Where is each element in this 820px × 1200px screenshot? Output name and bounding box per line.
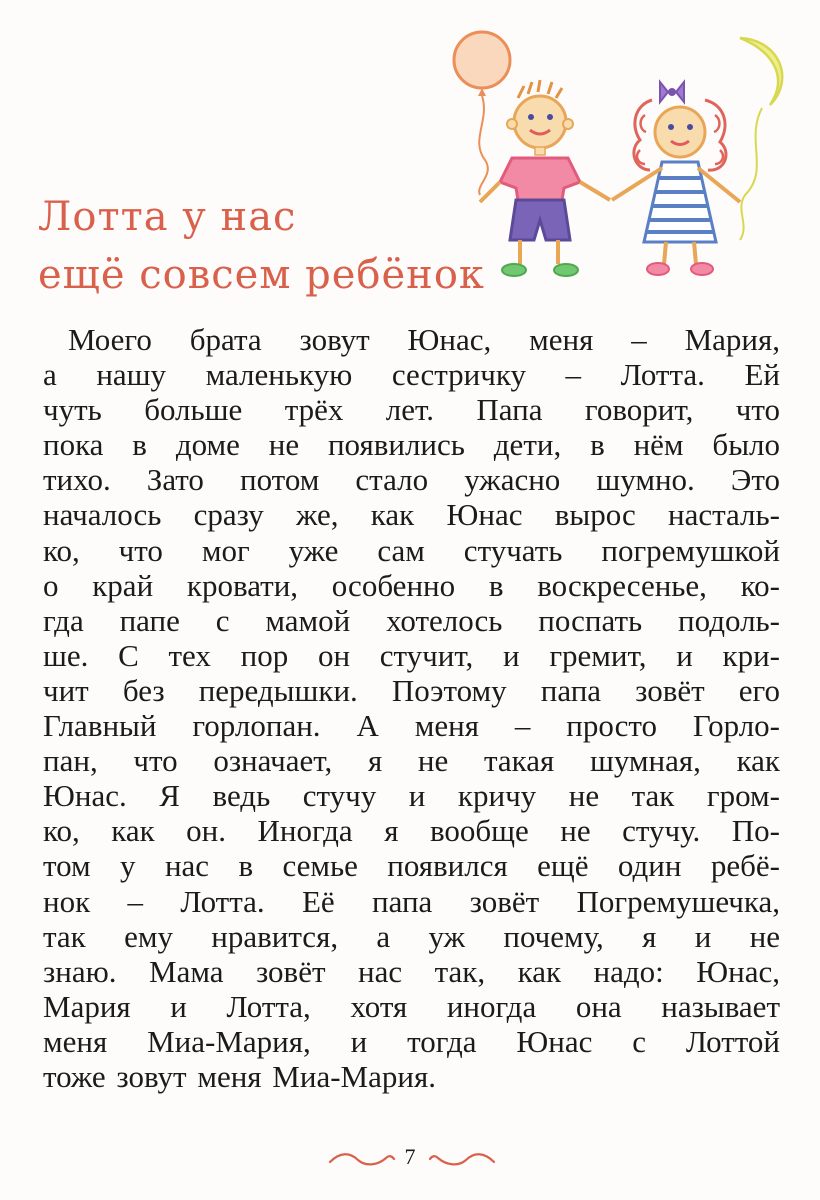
text-line: тоже зовут меня Миа-Мария. xyxy=(43,1058,436,1094)
text-line: ко, что мог уже сам стучать погремушкой xyxy=(43,532,780,568)
text-line: Главный горлопан. А меня – просто Горло- xyxy=(43,708,780,744)
text-line: гда папе с мамой хотелось поспать подоль- xyxy=(43,602,780,638)
balloon-icon xyxy=(454,32,510,195)
body-paragraph xyxy=(43,322,780,1094)
text-line: ше. С тех пор он стучит, и гремит, и кри- xyxy=(43,637,780,673)
flourish-left-icon xyxy=(326,1150,396,1168)
chapter-title-line: Лотта у нас xyxy=(38,194,297,240)
text-line: Юнас. Я ведь стучу и кричу не так гром- xyxy=(43,778,780,814)
text-line: о край кровати, особенно в воскресенье, ко- xyxy=(43,567,780,603)
text-line: чуть больше трёх лет. Папа говорит, что xyxy=(43,392,780,428)
flourish-right-icon xyxy=(428,1150,498,1168)
text-line: чит без передышки. Поэтому папа зовёт его xyxy=(43,672,780,708)
page-number: 7 xyxy=(404,1144,416,1169)
text-line: так ему нравится, а уж почему, я и не xyxy=(43,918,780,954)
chapter-title xyxy=(38,188,485,304)
text-line: меня Миа-Мария, и тогда Юнас с Лоттой xyxy=(43,1023,780,1059)
text-line: пан, что означает, я не такая шумная, как xyxy=(43,743,780,779)
moon-icon xyxy=(740,38,782,240)
boy-icon xyxy=(480,80,610,276)
text-line: началось сразу же, как Юнас вырос насталь- xyxy=(43,497,780,533)
text-line: Мария и Лотта, хотя иногда она называет xyxy=(43,988,780,1024)
text-line: нок – Лотта. Её папа зовёт Погремушечка, xyxy=(43,883,780,919)
text-line: а нашу маленькую сестричку – Лотта. Ей xyxy=(43,357,780,393)
girl-icon xyxy=(612,82,740,275)
text-line: ко, как он. Иногда я вообще не стучу. По- xyxy=(43,813,780,849)
text-line: знаю. Мама зовёт нас так, как надо: Юнас, xyxy=(43,953,780,989)
chapter-title-line: ещё совсем ребёнок xyxy=(38,252,485,298)
text-line: Моего брата зовут Юнас, меня – Мария, xyxy=(68,322,780,357)
text-line: том у нас в семье появился ещё один ребё- xyxy=(43,848,780,884)
page-footer xyxy=(0,1138,820,1178)
text-line: тихо. Зато потом стало ужасно шумно. Это xyxy=(43,462,780,498)
children-illustration xyxy=(440,20,810,290)
text-line: пока в доме не появились дети, в нём было xyxy=(43,427,780,463)
